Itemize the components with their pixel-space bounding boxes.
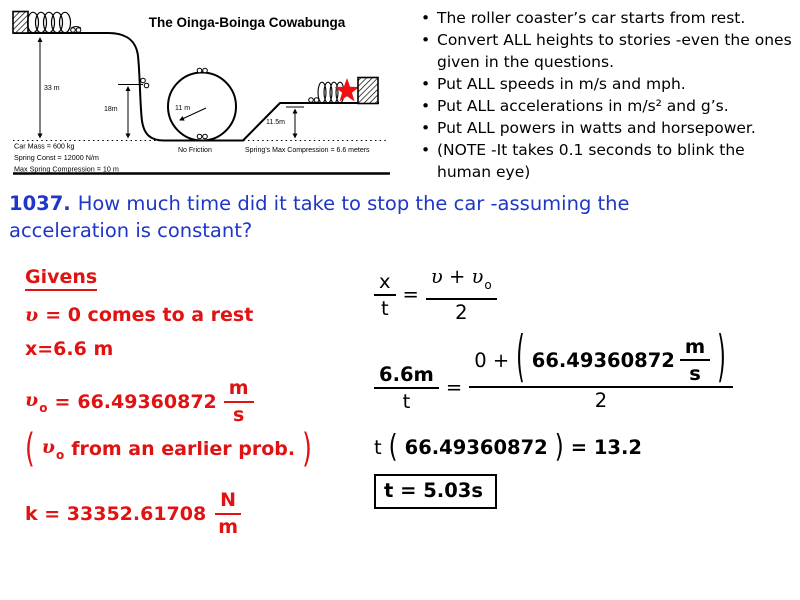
car-mass-label: Car Mass = 600 kg — [14, 141, 75, 151]
height-33-label: 33 m — [44, 85, 60, 92]
problem-text-line2: acceleration is constant? — [9, 219, 253, 242]
given-initial-velocity: $\upsilon_o$ = 66.49360872 $\frac{m}{s}$ — [25, 376, 254, 428]
given-distance: x=6.6 m — [25, 338, 114, 360]
height-115-label: 11.5m — [266, 119, 285, 126]
givens-section — [25, 264, 370, 559]
equation-substitution: $\frac{6.6m}{t}$ = 0 + ( 66.49360872 $\frac{m}{s}$ ) 2 — [374, 334, 733, 413]
upsilon-symbol: υ + υ — [430, 265, 484, 288]
open-paren: ( — [516, 327, 525, 391]
track-path — [13, 33, 379, 141]
coaster-diagram — [8, 6, 398, 181]
upsilon-symbol: υ — [25, 389, 39, 411]
car-icon-loop-bottom — [197, 134, 207, 139]
equation-solve-t: t ( 66.49360872 ) = 13.2 — [374, 429, 642, 465]
open-paren: ( — [388, 429, 398, 465]
loop-radius-label: 11 m — [175, 105, 191, 112]
diagram-title: The Oinga-Boinga Cowabunga — [148, 15, 346, 30]
note-item: • Convert ALL heights to stories -even the ones given in the questions. — [420, 29, 792, 73]
upsilon-symbol: υ — [41, 436, 55, 458]
spring-max-right-label: Spring’s Max Compression = 6.6 meters — [245, 147, 370, 154]
close-paren: ) — [554, 429, 564, 465]
unit-fraction-N-m: $\frac{N}{m}$ — [213, 488, 243, 540]
givens-heading: Givens — [25, 266, 97, 291]
height-18-label: 18m — [104, 106, 118, 113]
unit-fraction-m-s: $\frac{m}{s}$ — [680, 334, 710, 386]
close-paren: ) — [302, 425, 312, 471]
note-item: • Put ALL accelerations in m/s² and g’s. — [420, 95, 792, 117]
answer-value: t = 5.03s — [384, 479, 483, 502]
problem-number: 1037. — [9, 192, 71, 215]
note-item: • Put ALL powers in watts and horsepower. — [420, 117, 792, 139]
note-item: • The roller coaster’s car starts from rest. — [420, 7, 792, 29]
car-icon-slope — [141, 78, 149, 88]
spring-const-label: Spring Const = 12000 N/m — [14, 153, 99, 162]
right-wall-icon — [358, 78, 378, 104]
work-section — [374, 258, 734, 538]
close-paren: ) — [717, 327, 726, 391]
equation-average-velocity: $\frac{x}{t}$ = $\frac{\upsilon + \upsilon_o}{2}$ — [374, 264, 497, 325]
note-item: • Put ALL speeds in m/s and mph. — [420, 73, 792, 95]
problem-statement — [9, 190, 729, 244]
left-wall-icon — [13, 12, 28, 34]
car-icon-start — [71, 27, 81, 33]
open-paren: ( — [25, 425, 35, 471]
note-item: • (NOTE -It takes 0.1 seconds to blink the human eye) — [420, 139, 792, 183]
no-friction-label: No Friction — [178, 147, 212, 154]
given-velocity-final: υ = 0 comes to a rest — [25, 304, 254, 326]
star-icon — [335, 78, 360, 102]
answer-box — [374, 474, 497, 509]
max-compression-label: Max Spring Compression = 10 m — [14, 164, 119, 174]
upsilon-symbol: υ — [25, 304, 39, 326]
unit-fraction-m-s: $\frac{m}{s}$ — [224, 376, 254, 428]
car-icon-end — [309, 98, 319, 103]
problem-text-line1: How much time did it take to stop the car -assuming the — [77, 192, 630, 215]
given-note: ( $\upsilon_o$ from an earlier prob. ) — [25, 425, 312, 471]
left-spring-icon — [28, 12, 71, 32]
notes-list — [420, 7, 792, 183]
given-spring-constant: k = 33352.61708 $\frac{N}{m}$ — [25, 488, 243, 540]
